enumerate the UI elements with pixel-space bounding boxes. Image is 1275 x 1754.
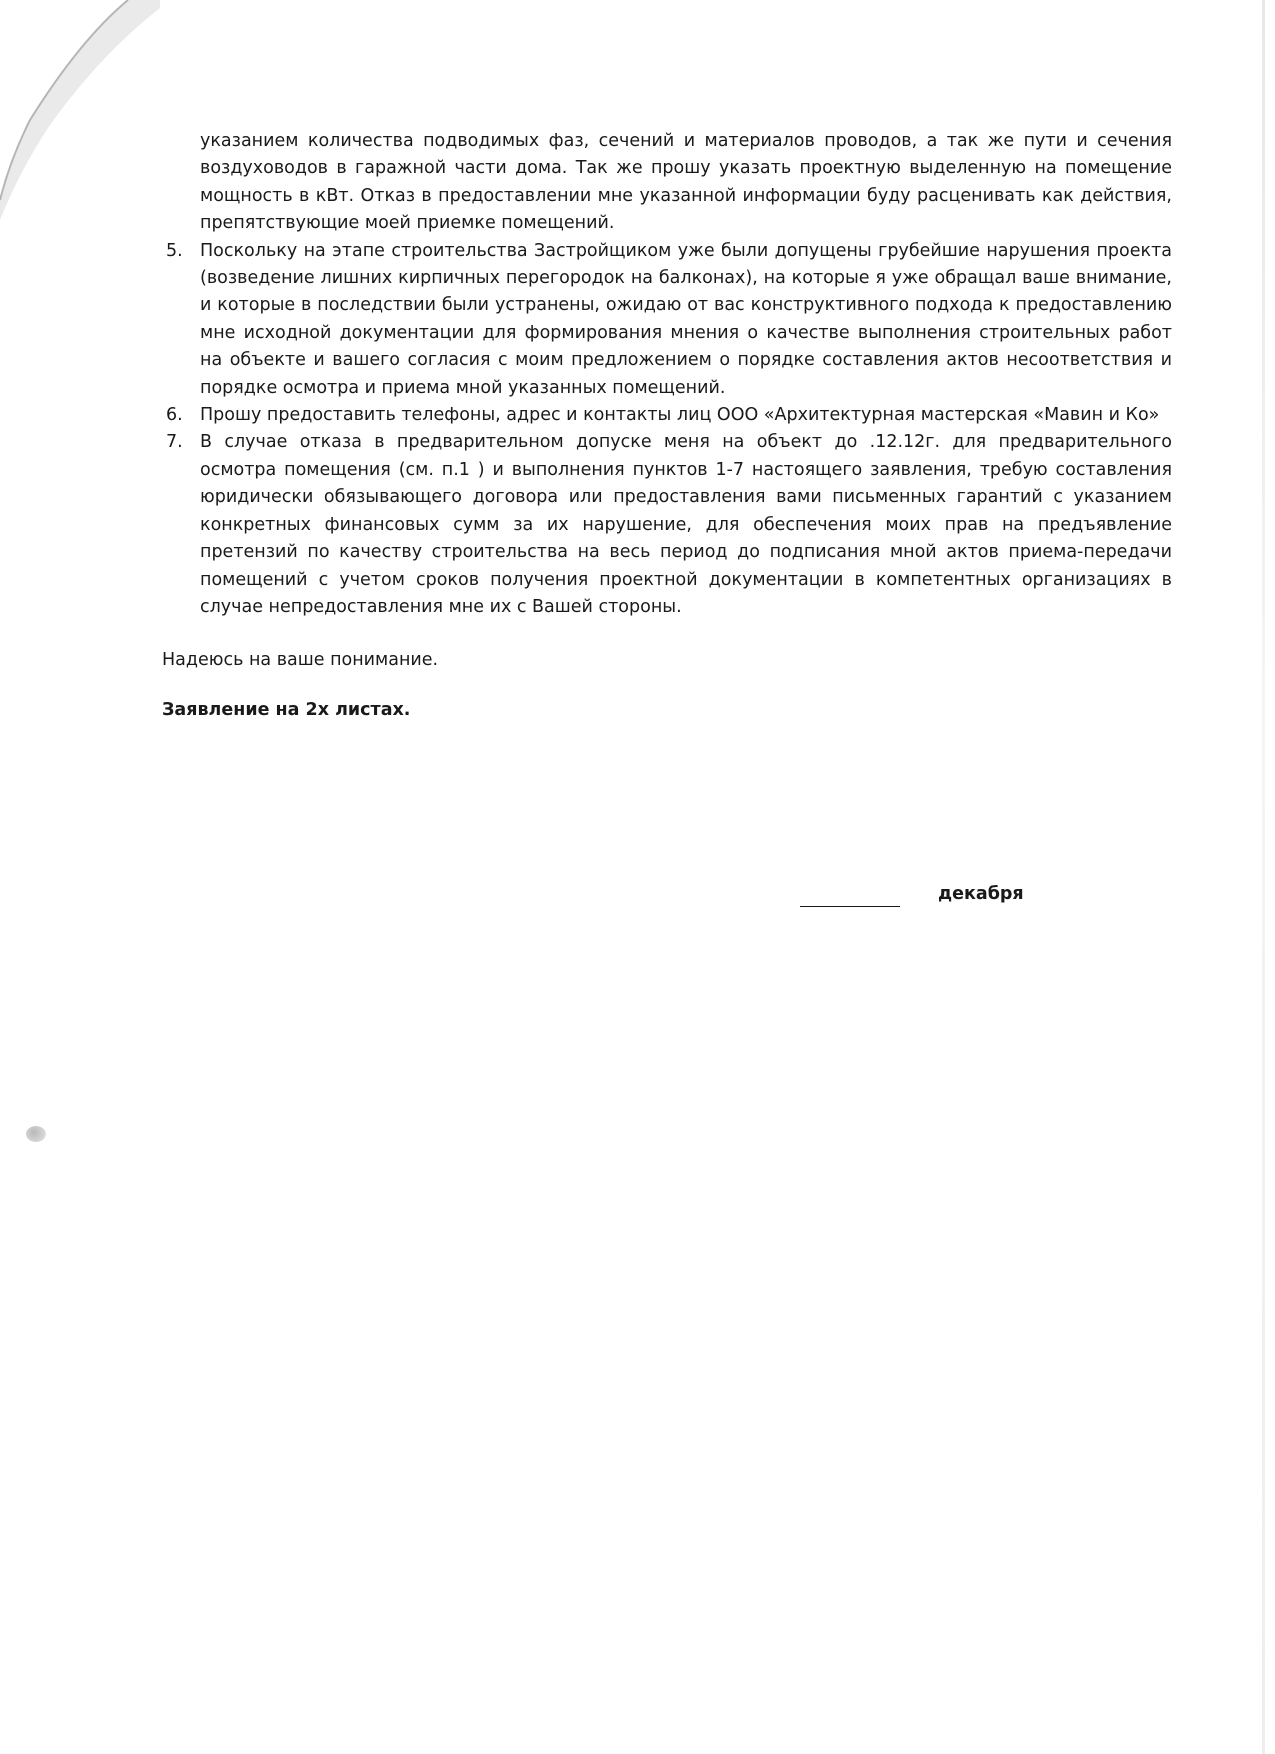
closing-line: Надеюсь на ваше понимание.: [162, 650, 439, 671]
list-item-number: 5.: [166, 240, 183, 261]
sheets-note: Заявление на 2х листах.: [162, 699, 411, 720]
list-item-number: 7.: [166, 432, 183, 453]
date-blank-line: [800, 906, 900, 907]
list-item-number: 6.: [166, 405, 183, 426]
list-item-text: Прошу предоставить телефоны, адрес и контакты лиц ООО «Архитектурная мастерская «Мавин и Ко»: [200, 405, 1160, 426]
list-item-6: [162, 402, 1172, 429]
paragraph-item-4-continuation: указанием количества подводимых фаз, сечений и материалов проводов, а так же пути и сечения воздуховодов в гаражной части дома. Так же прошу указать проектную выделенную на помещение мощность в кВт. Отказ в предоставлении мне указанной информации буду расценивать как действия, препятствующие моей приемке помещений.: [200, 131, 1172, 234]
list-item-text: В случае отказа в предварительном допуске меня на объект до .12.12г. для предварительного осмотра помещения (см. п.1 ) и выполнения пунктов 1-7 настоящего заявления, требую составления юридически обязывающего договора или предоставления вами письменных гарантий с указанием конкретных финансовых сумм за их нарушение, для обеспечения моих прав на предъявление претензий по качеству строительства на весь период до подписания мной актов приема-передачи помещений с учетом сроков получения проектной документации в компетентных организациях в случае непредоставления мне их с Вашей стороны.: [200, 432, 1172, 617]
list-item-5: [162, 238, 1172, 402]
list-item-text: Поскольку на этапе строительства Застройщиком уже были допущены грубейшие нарушения проекта (возведение лишних кирпичных перегородок на балконах), на которые я уже обращал ваше внимание, и которые в последствии были устранены, ожидаю от вас конструктивного подхода к предоставлению мне исходной документации для формирования мнения о качестве выполнения строительных работ на объекте и вашего согласия с моим предложением о порядке составления актов несоответствия и порядке осмотра и приема мной указанных помещений.: [200, 240, 1172, 398]
list-item-7: [162, 429, 1172, 621]
scan-speck: [26, 1126, 46, 1142]
date-signature-row: [800, 884, 1140, 914]
date-month: декабря: [938, 884, 1024, 904]
scan-fold-mark: [0, 0, 160, 220]
scan-right-edge: [1262, 0, 1265, 1754]
document-body: [162, 128, 1172, 724]
